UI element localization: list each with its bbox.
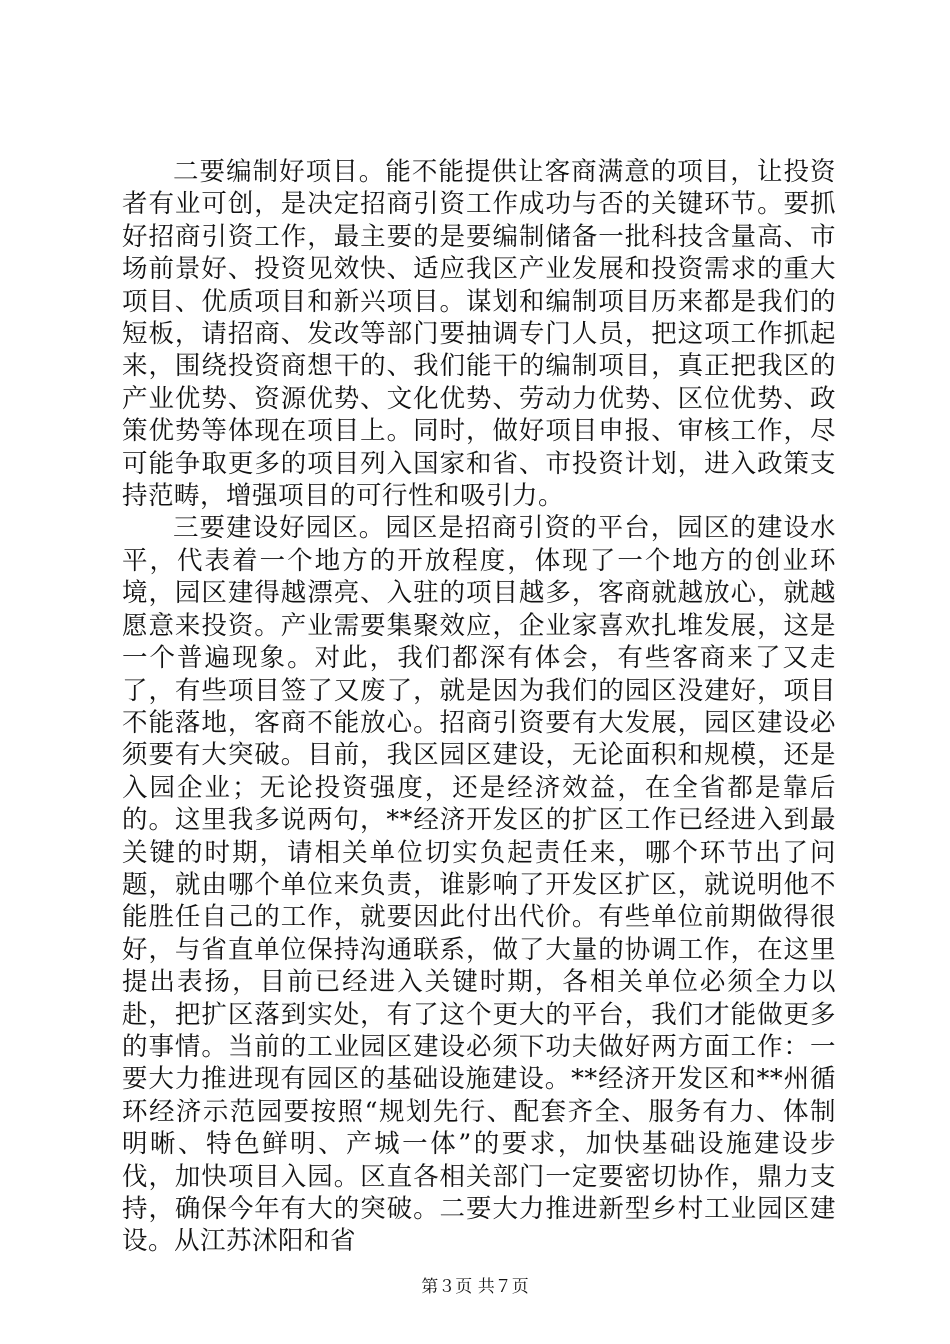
paragraph-industrial-parks: 三要建设好园区。园区是招商引资的平台，园区的建设水平，代表着一个地方的开放程度，体现了一个地方的创业环境，园区建得越漂亮、入驻的项目越多，客商就越放心，就越愿意来投资。产业需要集聚效应，企业家喜欢扎堆发展，这是一个普遍现象。对此，我们都深有体会，有些客商来了又走了，有些项目签了又废了，就是因为我们的园区没建好，项目不能落地，客商不能放心。招商引资要有大发展，园区建设必须要有大突破。目前，我区园区建设，无论面积和规模，还是入园企业；无论投资强度，还是经济效益，在全省都是靠后的。这里我多说两句，**经济开发区的扩区工作已经进入到最关键的时期，请相关单位切实负起责任来，哪个环节出了问题，就由哪个单位来负责，谁影响了开发区扩区，就说明他不能胜任自己的工作，就要因此付出代价。有些单位前期做得很好，与省直单位保持沟通联系，做了大量的协调工作，在这里提出表扬，目前已经进入关键时期，各相关单位必须全力以赴，把扩区落到实处，有了这个更大的平台，我们才能做更多的事情。当前的工业园区建设必须下功夫做好两方面工作：一要大力推进现有园区的基础设施建设。**经济开发区和**州循环经济示范园要按照“规划先行、配套齐全、服务有力、体制明晰、特色鲜明、产城一体”的要求，加快基础设施建设步伐，加快项目入园。区直各相关部门一定要密切协作，鼎力支持，确保今年有大的突破。二要大力推进新型乡村工业园区建设。从江苏沭阳和省 <box>122 513 836 1257</box>
page-number-footer: 第３页 共７页 <box>421 1277 529 1297</box>
document-body <box>122 156 836 1258</box>
paragraph-projects: 二要编制好项目。能不能提供让客商满意的项目，让投资者有业可创，是决定招商引资工作成功与否的关键环节。要抓好招商引资工作，最主要的是要编制储备一批科技含量高、市场前景好、投资见效快、适应我区产业发展和投资需求的重大项目、优质项目和新兴项目。谋划和编制项目历来都是我们的短板，请招商、发改等部门要抽调专门人员，把这项工作抓起来，围绕投资商想干的、我们能干的编制项目，真正把我区的产业优势、资源优势、文化优势、劳动力优势、区位优势、政策优势等体现在项目上。同时，做好项目申报、审核工作，尽可能争取更多的项目列入国家和省、市投资计划，进入政策支持范畴，增强项目的可行性和吸引力。 <box>122 157 836 512</box>
